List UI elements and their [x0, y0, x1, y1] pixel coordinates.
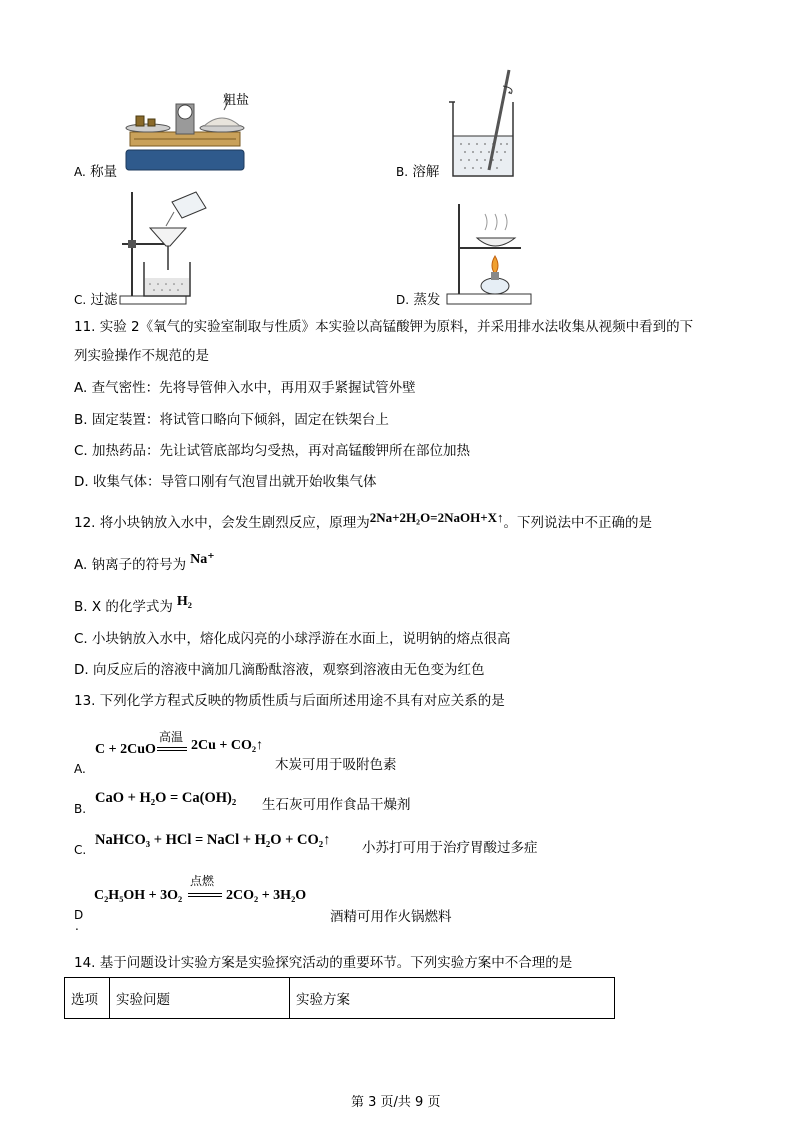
- beaker-stirring-figure: [445, 66, 525, 180]
- coarse-salt-label: 粗盐: [223, 93, 250, 108]
- q13-equation-c: NaHCO₃ + HCl = NaCl + H₂O + CO₂↑: [95, 832, 331, 848]
- q13-equation-b: CaO + H₂O = Ca(OH)₂: [95, 790, 237, 806]
- q11-option-c: C. 加热药品：先让试管底部均匀受热，再对高锰酸钾所在部位加热: [74, 443, 471, 459]
- q14-stem: 14. 基于问题设计实验方案是实验探究活动的重要环节。下列实验方案中不合理的是: [74, 955, 573, 971]
- page-footer: 第 3 页/共 9 页: [351, 1095, 441, 1110]
- q11-option-d: D. 收集气体：导管口刚有气泡冒出就开始收集气体: [74, 474, 377, 490]
- header-question: 实验问题: [110, 978, 290, 1019]
- q13-option-b-use: 生石灰可用作食品干燥剂: [262, 797, 411, 813]
- sodium-ion-formula: Na⁺: [190, 552, 215, 567]
- q13-option-a-use: 木炭可用于吸附色素: [275, 757, 397, 773]
- table-header-row: [65, 978, 615, 1019]
- q12-stem: 12. 将小块钠放入水中，会发生剧烈反应，原理为2Na+2H₂O=2NaOH+X↑。下列说法中不正确的是: [74, 510, 652, 531]
- evaporation-figure: [445, 200, 535, 306]
- q12-option-b: B. X 的化学式为 H₂: [74, 594, 192, 615]
- q11-option-b: B. 固定装置：将试管口略向下倾斜，固定在铁架台上: [74, 412, 389, 428]
- q13-option-c-use: 小苏打可用于治疗胃酸过多症: [362, 840, 538, 856]
- q10-option-a: A. 称量: [74, 164, 118, 180]
- q10-option-d: D. 蒸发: [396, 292, 441, 308]
- header-option: 选项: [65, 978, 110, 1019]
- q13-option-d-dot: .: [75, 919, 79, 933]
- q12-option-c: C. 小块钠放入水中，熔化成闪亮的小球浮游在水面上，说明钠的熔点很高: [74, 631, 511, 647]
- q13-option-c-letter: C.: [74, 843, 87, 857]
- q13-option-d-letter: D: [74, 908, 84, 922]
- q10-option-b: B. 溶解: [396, 164, 440, 180]
- q13-option-a-letter: A.: [74, 762, 86, 776]
- q11-option-a: A. 查气密性：先将导管伸入水中，再用双手紧握试管外壁: [74, 380, 416, 396]
- q11-stem-line1: 11. 实验 2《氧气的实验室制取与性质》本实验以高锰酸钾为原料，并采用排水法收集从视频中看到的下: [74, 319, 694, 335]
- q11-stem-line2: 列实验操作不规范的是: [74, 348, 209, 364]
- q12-equation: 2Na+2H₂O=2NaOH+X↑: [369, 510, 504, 525]
- header-plan: 实验方案: [290, 978, 615, 1019]
- q14-table: [64, 977, 615, 1019]
- q10-option-c: C. 过滤: [74, 292, 118, 308]
- filtration-figure: [118, 188, 208, 306]
- q13-option-d-use: 酒精可用作火锅燃料: [330, 909, 452, 925]
- q13-stem: 13. 下列化学方程式反映的物质性质与后面所述用途不具有对应关系的是: [74, 693, 505, 709]
- q13-option-b-letter: B.: [74, 802, 87, 816]
- hydrogen-formula: H₂: [176, 594, 192, 609]
- q12-option-d: D. 向反应后的溶液中滴加几滴酚酞溶液，观察到溶液由无色变为红色: [74, 662, 485, 678]
- q12-option-a: A. 钠离子的符号为 Na⁺: [74, 552, 215, 573]
